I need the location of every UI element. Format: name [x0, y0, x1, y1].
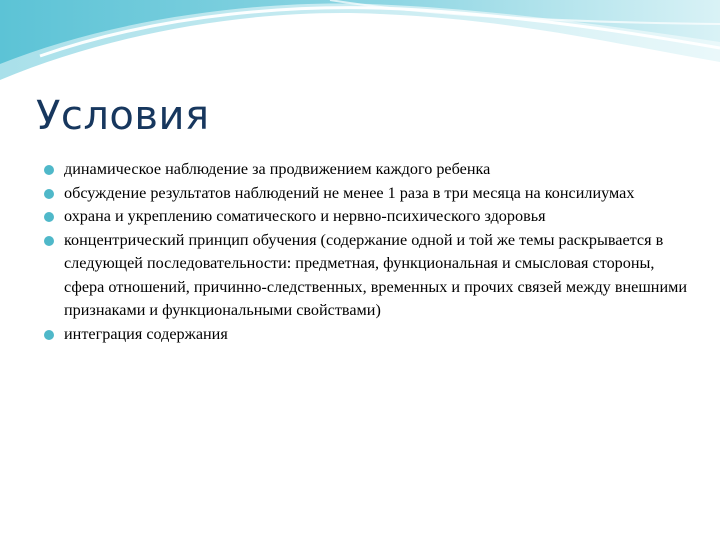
bullet-item — [44, 229, 690, 323]
bullet-text: концентрический принцип обучения (содержание одной и той же темы раскрывается в следующей последовательности: предметная, функциональная и смысловая стороны, сфера отношений, причинно-следственных, временных и прочих связей между внешними признаками и функциональными свойствами) — [64, 230, 688, 319]
bullet-dot-icon — [44, 330, 54, 340]
bullet-text: интеграция содержания — [64, 324, 228, 343]
bullet-item — [44, 323, 690, 347]
bullet-list — [44, 158, 690, 346]
bullet-dot-icon — [44, 189, 54, 199]
bullet-dot-icon — [44, 165, 54, 175]
slide-title: Условия — [36, 93, 210, 139]
bullet-text: динамическое наблюдение за продвижением каждого ребенка — [64, 160, 491, 178]
bullet-text: обсуждение результатов наблюдений не менее 1 раза в три месяца на консилиумах — [64, 183, 635, 202]
bullet-item — [44, 158, 690, 182]
bullet-dot-icon — [44, 236, 54, 246]
bullet-text: охрана и укреплению соматического и нервно-психического здоровья — [64, 207, 546, 225]
bullet-dot-icon — [44, 212, 54, 222]
bullet-item — [44, 182, 690, 206]
bullet-item — [44, 205, 690, 229]
